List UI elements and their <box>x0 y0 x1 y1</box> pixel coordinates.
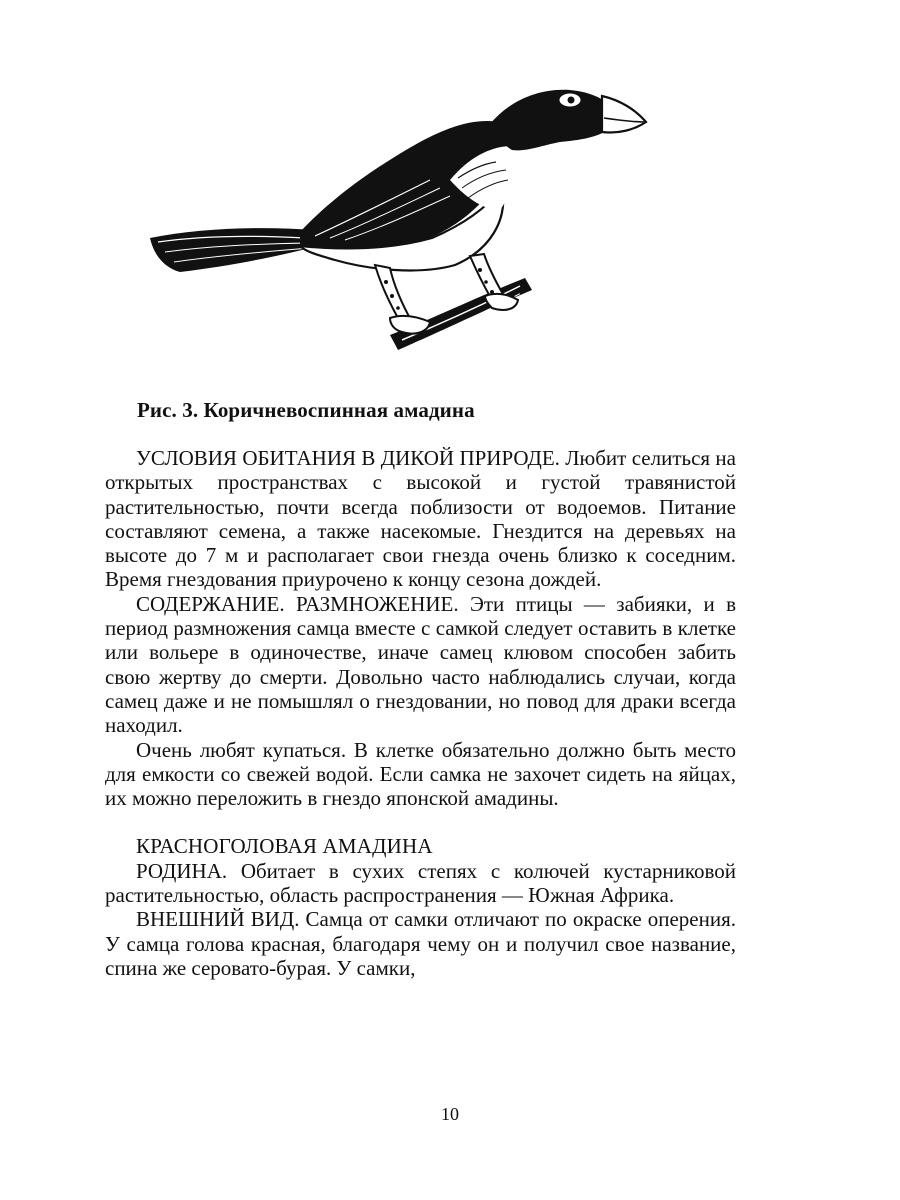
paragraph-keeping: СОДЕРЖАНИЕ. РАЗМНОЖЕНИЕ. Эти птицы — забияки, и в период размножения самца вместе с самкой следует оставить в клетке или вольере в одиночестве, иначе самец клювом способен забить свою жертву до смерти. Довольно часто наблюдались случаи, когда самец даже и не помышлял о гнездовании, но повод для драки всегда находил. <box>105 591 736 738</box>
paragraph-appearance: ВНЕШНИЙ ВИД. Самца от самки отличают по окраске оперения. У самца голова красная, благодаря чему он и получил свое название, спина же серовато-бурая. У самки, <box>105 907 736 980</box>
branch <box>390 278 532 350</box>
section-spacer <box>105 810 736 834</box>
section-heading: КРАСНОГОЛОВАЯ АМАДИНА <box>136 834 433 859</box>
body-text <box>105 446 736 980</box>
page-number: 10 <box>441 1104 459 1124</box>
tail <box>150 228 318 272</box>
body <box>300 121 516 270</box>
figure-caption: Рис. 3. Коричневоспинная амадина <box>137 398 475 422</box>
bird-illustration <box>140 60 660 360</box>
finch-drawing <box>140 60 660 360</box>
paragraph-habitat: УСЛОВИЯ ОБИТАНИЯ В ДИКОЙ ПРИРОДЕ. Любит селиться на открытых пространствах с высокой и густой травянистой растительностью, почти всегда поблизости от водоемов. Питание составляют семена, а также насекомые. Гнездится на деревьях на высоте до 7 м и располагает свои гнезда очень близко к соседним. Время гнездования приурочено к концу сезона дождей. <box>105 446 736 592</box>
head <box>490 90 646 151</box>
paragraph-bathing: Очень любят купаться. В клетке обязательно должно быть место для емкости со свежей водой. Если самка не захочет сидеть на яйцах, их можно переложить в гнездо японской амадины. <box>105 737 736 811</box>
paragraph-homeland: РОДИНА. Обитает в сухих степях с колючей кустарниковой растительностью, область распространения — Южная Африка. <box>105 858 736 908</box>
